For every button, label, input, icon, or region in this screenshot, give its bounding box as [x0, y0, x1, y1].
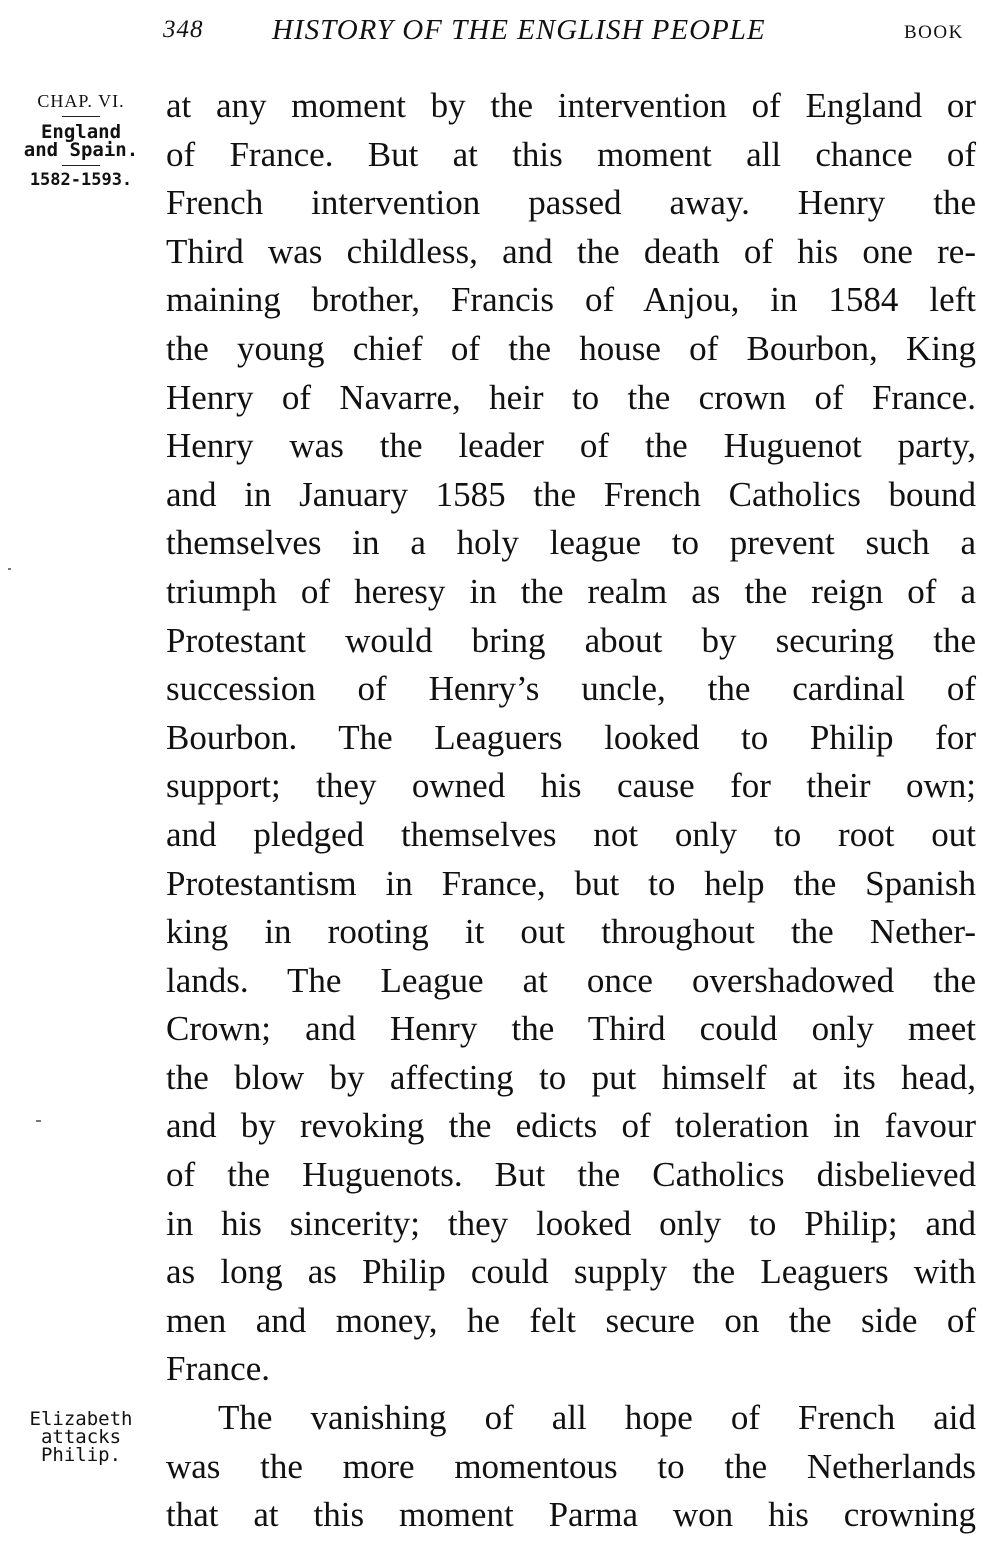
- text-line: themselves in a holy league to prevent such a: [166, 523, 976, 563]
- text-line: at any moment by the intervention of England or: [166, 86, 976, 125]
- text-line: Crown; and Henry the Third could only meet: [166, 1009, 976, 1049]
- text-line: in his sincerity; they looked only to Philip; and: [166, 1203, 976, 1243]
- text-line: Bourbon. The Leaguers looked to Philip for: [166, 717, 976, 757]
- text-line: Third was childless, and the death of his one re-: [166, 231, 976, 271]
- margin-rule: [62, 165, 100, 166]
- text-line: French intervention passed away. Henry the: [166, 183, 976, 223]
- text-line: France.: [166, 1349, 270, 1389]
- running-title: HISTORY OF THE ENGLISH PEOPLE: [272, 14, 766, 46]
- text-line: maining brother, Francis of Anjou, in 1584 left: [166, 280, 976, 320]
- text-line: Henry of Navarre, heir to the crown of France.: [166, 377, 976, 417]
- text-line: succession of Henry’s uncle, the cardinal of: [166, 669, 976, 709]
- print-speck: [36, 1120, 41, 1122]
- margin-topic-line: and Spain.: [23, 139, 139, 162]
- print-speck: [8, 568, 11, 570]
- text-line: and pledged themselves not only to root out: [166, 814, 976, 854]
- side-note-line: Philip.: [40, 1444, 122, 1467]
- margin-chapter-note: [20, 92, 142, 189]
- text-line: and by revoking the edicts of toleration in favour: [166, 1106, 976, 1146]
- text-line: king in rooting it out throughout the Nether-: [166, 912, 976, 952]
- text-line: that at this moment Parma won his crowning: [166, 1495, 976, 1535]
- text-line: as long as Philip could supply the Leaguers with: [166, 1252, 976, 1292]
- side-note-line: attacks: [40, 1426, 122, 1449]
- text-line: the blow by affecting to put himself at its head,: [166, 1057, 976, 1097]
- text-line: of France. But at this moment all chance of: [166, 134, 976, 174]
- book-label: BOOK: [904, 22, 964, 43]
- text-line: lands. The League at once overshadowed the: [166, 960, 976, 1000]
- text-line: of the Huguenots. But the Catholics disbelieved: [166, 1155, 976, 1195]
- text-line: triumph of heresy in the realm as the reign of a: [166, 571, 976, 611]
- text-line: men and money, he felt secure on the side of: [166, 1300, 976, 1340]
- chapter-label: CHAP. VI.: [37, 91, 125, 111]
- text-line: Henry was the leader of the Huguenot party,: [166, 426, 976, 466]
- text-line: the young chief of the house of Bourbon, King: [166, 328, 976, 368]
- margin-dates: 1582-1593.: [29, 170, 133, 191]
- margin-topic-line: England: [40, 121, 122, 143]
- page-number: 348: [163, 16, 204, 43]
- running-header: [0, 10, 1000, 54]
- text-line: Protestantism in France, but to help the Spanish: [166, 863, 976, 903]
- text-line: Protestant would bring about by securing the: [166, 620, 976, 660]
- paragraph-start-line: The vanishing of all hope of French aid: [218, 1398, 976, 1438]
- text-line: and in January 1585 the French Catholics bound: [166, 474, 976, 514]
- margin-rule: [62, 116, 100, 117]
- side-note-line: Elizabeth: [29, 1408, 133, 1430]
- text-line: support; they owned his cause for their own;: [166, 766, 976, 806]
- text-line: was the more momentous to the Netherlands: [166, 1446, 976, 1486]
- margin-side-note: [20, 1408, 142, 1467]
- body-text: [166, 82, 976, 1540]
